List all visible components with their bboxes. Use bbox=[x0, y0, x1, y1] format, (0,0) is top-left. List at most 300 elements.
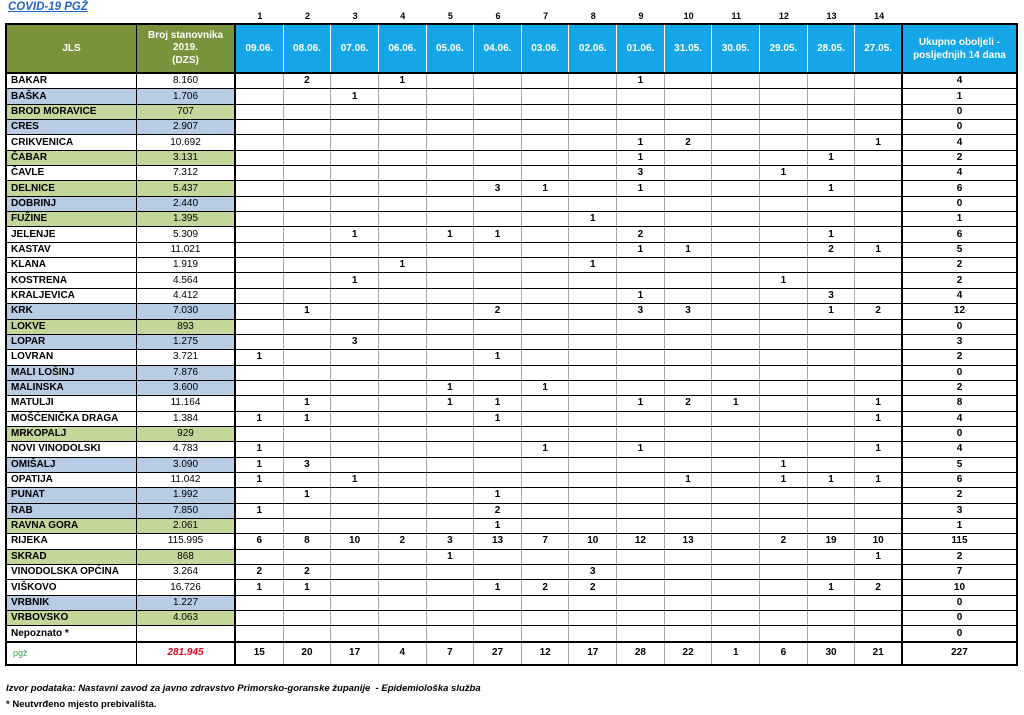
case-count-cell bbox=[855, 151, 903, 165]
case-count-cell bbox=[665, 427, 713, 441]
case-count-cell bbox=[522, 350, 570, 364]
case-count-cell bbox=[427, 473, 475, 487]
table-row bbox=[7, 626, 1016, 641]
row-total-cell: 3 bbox=[956, 336, 963, 348]
daily-total-cell: 30 bbox=[808, 643, 856, 664]
case-count-cell bbox=[236, 320, 284, 334]
case-count-cell bbox=[665, 258, 713, 272]
case-count-cell bbox=[284, 550, 332, 564]
row-total-cell: 4 bbox=[956, 167, 963, 179]
case-count-cell bbox=[617, 350, 665, 364]
case-count-cell bbox=[617, 381, 665, 395]
case-count-cell bbox=[522, 105, 570, 119]
row-total-cell: 4 bbox=[956, 412, 963, 424]
case-count-cell bbox=[236, 488, 284, 502]
population-cell: 7.030 bbox=[137, 304, 236, 318]
population-total: 281.945 bbox=[137, 643, 236, 664]
case-count-cell bbox=[855, 350, 903, 364]
population-cell: 8.160 bbox=[137, 74, 236, 88]
case-count-cell bbox=[712, 565, 760, 579]
case-count-cell bbox=[331, 427, 379, 441]
case-count-cell bbox=[522, 596, 570, 610]
case-count-cell: 13 bbox=[665, 534, 713, 548]
case-count-cell bbox=[284, 320, 332, 334]
table-row bbox=[7, 381, 1016, 396]
case-count-cell bbox=[474, 89, 522, 103]
case-count-cell: 1 bbox=[236, 458, 284, 472]
case-count-cell bbox=[808, 105, 856, 119]
case-count-cell bbox=[474, 289, 522, 303]
case-count-cell: 1 bbox=[427, 381, 475, 395]
population-header bbox=[137, 25, 236, 72]
case-count-cell: 1 bbox=[855, 243, 903, 257]
case-count-cell bbox=[379, 197, 427, 211]
case-count-cell: 1 bbox=[427, 550, 475, 564]
case-count-cell bbox=[474, 258, 522, 272]
case-count-cell: 2 bbox=[379, 534, 427, 548]
row-total-cell: 0 bbox=[956, 105, 963, 117]
case-count-cell bbox=[427, 105, 475, 119]
case-count-cell: 1 bbox=[236, 350, 284, 364]
case-count-cell: 1 bbox=[855, 550, 903, 564]
case-count-cell bbox=[427, 335, 475, 349]
municipality-name: KRALJEVICA bbox=[7, 289, 137, 303]
case-count-cell bbox=[569, 273, 617, 287]
row-total-cell: 4 bbox=[956, 136, 963, 148]
case-count-cell: 1 bbox=[855, 396, 903, 410]
case-count-cell: 1 bbox=[331, 89, 379, 103]
case-count-cell bbox=[665, 273, 713, 287]
case-count-cell bbox=[379, 166, 427, 180]
row-total-cell: 2 bbox=[956, 489, 963, 501]
case-count-cell bbox=[284, 120, 332, 134]
case-count-cell bbox=[379, 412, 427, 426]
population-cell: 7.876 bbox=[137, 366, 236, 380]
case-count-cell bbox=[284, 366, 332, 380]
row-total-cell: 6 bbox=[956, 182, 963, 194]
row-total-cell: 8 bbox=[956, 397, 963, 409]
table-row bbox=[7, 427, 1016, 442]
case-count-cell bbox=[474, 335, 522, 349]
case-count-cell bbox=[569, 181, 617, 195]
date-header: 04.06. bbox=[474, 25, 522, 72]
case-count-cell bbox=[712, 120, 760, 134]
population-cell: 1.384 bbox=[137, 412, 236, 426]
case-count-cell: 2 bbox=[474, 304, 522, 318]
case-count-cell: 2 bbox=[855, 304, 903, 318]
case-count-cell bbox=[427, 320, 475, 334]
day-number: 1 bbox=[257, 11, 263, 21]
case-count-cell bbox=[379, 519, 427, 533]
case-count-cell bbox=[331, 519, 379, 533]
case-count-cell bbox=[712, 273, 760, 287]
case-count-cell bbox=[569, 197, 617, 211]
case-count-cell bbox=[522, 120, 570, 134]
case-count-cell bbox=[808, 74, 856, 88]
case-count-cell: 7 bbox=[522, 534, 570, 548]
table-row bbox=[7, 74, 1016, 89]
population-header-line: (DZS) bbox=[172, 54, 199, 66]
day-number: 12 bbox=[778, 11, 789, 21]
case-count-cell bbox=[427, 212, 475, 226]
table-row bbox=[7, 565, 1016, 580]
case-count-cell: 3 bbox=[427, 534, 475, 548]
case-count-cell bbox=[855, 626, 903, 640]
case-count-cell bbox=[331, 396, 379, 410]
case-count-cell bbox=[284, 381, 332, 395]
case-count-cell bbox=[855, 427, 903, 441]
case-count-cell bbox=[665, 105, 713, 119]
case-count-cell bbox=[760, 565, 808, 579]
municipality-name: ČABAR bbox=[7, 151, 137, 165]
case-count-cell bbox=[331, 565, 379, 579]
row-total-cell: 1 bbox=[956, 520, 963, 532]
population-cell: 1.275 bbox=[137, 335, 236, 349]
row-total-cell: 0 bbox=[956, 197, 963, 209]
case-count-cell: 1 bbox=[284, 488, 332, 502]
case-count-cell bbox=[522, 166, 570, 180]
case-count-cell bbox=[808, 89, 856, 103]
case-count-cell bbox=[617, 120, 665, 134]
date-header: 08.06. bbox=[284, 25, 332, 72]
case-count-cell bbox=[760, 181, 808, 195]
case-count-cell bbox=[808, 350, 856, 364]
case-count-cell bbox=[236, 427, 284, 441]
table-row bbox=[7, 105, 1016, 120]
case-count-cell bbox=[712, 166, 760, 180]
date-header: 29.05. bbox=[760, 25, 808, 72]
case-count-cell: 1 bbox=[855, 473, 903, 487]
case-count-cell bbox=[808, 212, 856, 226]
population-cell: 3.090 bbox=[137, 458, 236, 472]
case-count-cell bbox=[522, 550, 570, 564]
case-count-cell bbox=[379, 442, 427, 456]
case-count-cell bbox=[760, 396, 808, 410]
case-count-cell bbox=[712, 519, 760, 533]
case-count-cell bbox=[760, 304, 808, 318]
case-count-cell bbox=[569, 611, 617, 625]
case-count-cell bbox=[712, 304, 760, 318]
case-count-cell bbox=[808, 135, 856, 149]
municipality-name: SKRAD bbox=[7, 550, 137, 564]
case-count-cell bbox=[379, 458, 427, 472]
table-row bbox=[7, 412, 1016, 427]
case-count-cell bbox=[474, 381, 522, 395]
case-count-cell bbox=[855, 120, 903, 134]
case-count-cell bbox=[712, 350, 760, 364]
case-count-cell bbox=[569, 227, 617, 241]
table-row bbox=[7, 151, 1016, 166]
case-count-cell bbox=[569, 596, 617, 610]
daily-total-cell: 21 bbox=[855, 643, 903, 664]
case-count-cell: 1 bbox=[569, 258, 617, 272]
case-count-cell: 19 bbox=[808, 534, 856, 548]
case-count-cell bbox=[236, 120, 284, 134]
case-count-cell: 13 bbox=[474, 534, 522, 548]
case-count-cell: 1 bbox=[236, 473, 284, 487]
case-count-cell bbox=[808, 320, 856, 334]
population-cell: 1.227 bbox=[137, 596, 236, 610]
case-count-cell bbox=[712, 580, 760, 594]
case-count-cell bbox=[379, 304, 427, 318]
case-count-cell bbox=[474, 74, 522, 88]
case-count-cell bbox=[427, 565, 475, 579]
case-count-cell: 2 bbox=[855, 580, 903, 594]
case-count-cell bbox=[427, 596, 475, 610]
day-number: 9 bbox=[638, 11, 644, 21]
case-count-cell bbox=[808, 120, 856, 134]
municipality-name: MATULJI bbox=[7, 396, 137, 410]
case-count-cell bbox=[474, 135, 522, 149]
case-count-cell bbox=[665, 89, 713, 103]
population-header-line: 2019. bbox=[172, 42, 199, 54]
table-row bbox=[7, 580, 1016, 595]
case-count-cell bbox=[569, 366, 617, 380]
population-cell: 4.783 bbox=[137, 442, 236, 456]
case-count-cell bbox=[808, 519, 856, 533]
population-cell: 11.021 bbox=[137, 243, 236, 257]
municipality-name: RIJEKA bbox=[7, 534, 137, 548]
case-count-cell bbox=[760, 135, 808, 149]
case-count-cell: 1 bbox=[855, 442, 903, 456]
case-count-cell bbox=[522, 458, 570, 472]
case-count-cell: 2 bbox=[569, 580, 617, 594]
case-count-cell bbox=[427, 135, 475, 149]
row-total-cell: 0 bbox=[956, 428, 963, 440]
case-count-cell bbox=[569, 626, 617, 640]
case-count-cell bbox=[236, 258, 284, 272]
daily-total-cell: 12 bbox=[522, 643, 570, 664]
case-count-cell bbox=[522, 473, 570, 487]
case-count-cell bbox=[474, 626, 522, 640]
case-count-cell bbox=[760, 212, 808, 226]
case-count-cell bbox=[712, 227, 760, 241]
day-number: 10 bbox=[683, 11, 694, 21]
case-count-cell bbox=[712, 366, 760, 380]
case-count-cell bbox=[474, 243, 522, 257]
case-count-cell bbox=[808, 504, 856, 518]
case-count-cell bbox=[379, 596, 427, 610]
case-count-cell bbox=[331, 611, 379, 625]
row-total-cell: 1 bbox=[956, 213, 963, 225]
case-count-cell bbox=[379, 473, 427, 487]
case-count-cell bbox=[760, 519, 808, 533]
case-count-cell bbox=[379, 105, 427, 119]
case-count-cell: 1 bbox=[808, 151, 856, 165]
case-count-cell bbox=[855, 596, 903, 610]
daily-total-cell: 17 bbox=[569, 643, 617, 664]
case-count-cell bbox=[522, 366, 570, 380]
case-count-cell: 10 bbox=[331, 534, 379, 548]
daily-total-cell: 22 bbox=[665, 643, 713, 664]
case-count-cell bbox=[617, 335, 665, 349]
municipality-name: MALINSKA bbox=[7, 381, 137, 395]
case-count-cell bbox=[522, 151, 570, 165]
case-count-cell bbox=[331, 181, 379, 195]
daily-total-cell: 1 bbox=[712, 643, 760, 664]
table-row bbox=[7, 227, 1016, 242]
case-count-cell bbox=[379, 350, 427, 364]
pgz-logo-text: pgž bbox=[13, 648, 28, 659]
case-count-cell bbox=[617, 596, 665, 610]
case-count-cell bbox=[379, 320, 427, 334]
case-count-cell bbox=[474, 611, 522, 625]
case-count-cell bbox=[331, 320, 379, 334]
population-cell: 2.440 bbox=[137, 197, 236, 211]
table-body bbox=[7, 74, 1016, 642]
case-count-cell: 2 bbox=[284, 74, 332, 88]
case-count-cell bbox=[665, 166, 713, 180]
case-count-cell bbox=[522, 320, 570, 334]
case-count-cell bbox=[427, 412, 475, 426]
municipality-name: DOBRINJ bbox=[7, 197, 137, 211]
case-count-cell bbox=[427, 258, 475, 272]
case-count-cell bbox=[665, 227, 713, 241]
row-total-cell: 10 bbox=[953, 581, 966, 593]
population-cell: 10.692 bbox=[137, 135, 236, 149]
case-count-cell: 1 bbox=[474, 350, 522, 364]
case-count-cell bbox=[331, 166, 379, 180]
case-count-cell: 2 bbox=[808, 243, 856, 257]
case-count-cell bbox=[474, 565, 522, 579]
table-row bbox=[7, 166, 1016, 181]
case-count-cell: 1 bbox=[808, 304, 856, 318]
case-count-cell bbox=[284, 243, 332, 257]
case-count-cell bbox=[712, 534, 760, 548]
case-count-cell: 1 bbox=[522, 181, 570, 195]
municipality-name: VIŠKOVO bbox=[7, 580, 137, 594]
case-count-cell bbox=[522, 135, 570, 149]
row-total-cell: 5 bbox=[956, 458, 963, 470]
case-count-cell bbox=[712, 289, 760, 303]
case-count-cell bbox=[712, 74, 760, 88]
case-count-cell bbox=[760, 227, 808, 241]
case-count-cell: 1 bbox=[284, 396, 332, 410]
case-count-cell bbox=[808, 458, 856, 472]
population-cell: 4.063 bbox=[137, 611, 236, 625]
case-count-cell bbox=[569, 304, 617, 318]
case-count-cell bbox=[855, 366, 903, 380]
case-count-cell bbox=[569, 320, 617, 334]
case-count-cell: 1 bbox=[808, 580, 856, 594]
row-total-cell: 0 bbox=[956, 320, 963, 332]
case-count-cell bbox=[665, 519, 713, 533]
date-header: 02.06. bbox=[569, 25, 617, 72]
case-count-cell bbox=[665, 212, 713, 226]
table-row bbox=[7, 320, 1016, 335]
case-count-cell bbox=[808, 273, 856, 287]
case-count-cell bbox=[855, 488, 903, 502]
case-count-cell bbox=[331, 304, 379, 318]
case-count-cell bbox=[474, 105, 522, 119]
case-count-cell: 10 bbox=[569, 534, 617, 548]
case-count-cell bbox=[712, 596, 760, 610]
case-count-cell bbox=[522, 504, 570, 518]
case-count-cell bbox=[379, 227, 427, 241]
population-cell: 11.042 bbox=[137, 473, 236, 487]
case-count-cell: 2 bbox=[760, 534, 808, 548]
case-count-cell bbox=[760, 74, 808, 88]
case-count-cell bbox=[855, 565, 903, 579]
table-row bbox=[7, 289, 1016, 304]
case-count-cell: 1 bbox=[522, 381, 570, 395]
case-count-cell bbox=[522, 243, 570, 257]
case-count-cell bbox=[855, 105, 903, 119]
case-count-cell bbox=[712, 212, 760, 226]
case-count-cell: 3 bbox=[569, 565, 617, 579]
case-count-cell bbox=[569, 335, 617, 349]
case-count-cell bbox=[331, 151, 379, 165]
case-count-cell bbox=[236, 212, 284, 226]
daily-total-cell: 15 bbox=[236, 643, 284, 664]
row-total-cell: 12 bbox=[953, 305, 966, 317]
case-count-cell bbox=[331, 626, 379, 640]
case-count-cell: 1 bbox=[474, 396, 522, 410]
case-count-cell bbox=[379, 335, 427, 349]
date-header: 30.05. bbox=[712, 25, 760, 72]
case-count-cell bbox=[427, 181, 475, 195]
page-title[interactable]: COVID-19 PGŽ bbox=[8, 1, 88, 13]
table-row bbox=[7, 473, 1016, 488]
population-cell: 1.706 bbox=[137, 89, 236, 103]
case-count-cell bbox=[236, 166, 284, 180]
case-count-cell bbox=[379, 427, 427, 441]
case-count-cell bbox=[855, 212, 903, 226]
case-count-cell bbox=[284, 151, 332, 165]
daily-total-cell: 7 bbox=[427, 643, 475, 664]
case-count-cell: 1 bbox=[474, 519, 522, 533]
case-count-cell bbox=[617, 580, 665, 594]
population-cell: 4.412 bbox=[137, 289, 236, 303]
population-cell: 1.919 bbox=[137, 258, 236, 272]
day-number-row bbox=[236, 10, 903, 22]
case-count-cell bbox=[665, 488, 713, 502]
case-count-cell bbox=[617, 611, 665, 625]
case-count-cell bbox=[474, 151, 522, 165]
case-count-cell bbox=[284, 596, 332, 610]
case-count-cell bbox=[855, 181, 903, 195]
municipality-name: KRK bbox=[7, 304, 137, 318]
table-row bbox=[7, 243, 1016, 258]
case-count-cell: 1 bbox=[617, 74, 665, 88]
case-count-cell: 2 bbox=[665, 135, 713, 149]
case-count-cell bbox=[569, 105, 617, 119]
date-header: 27.05. bbox=[855, 25, 903, 72]
table-row bbox=[7, 181, 1016, 196]
population-cell bbox=[137, 626, 236, 640]
case-count-cell bbox=[760, 412, 808, 426]
case-count-cell bbox=[236, 396, 284, 410]
case-count-cell bbox=[284, 135, 332, 149]
case-count-cell bbox=[712, 550, 760, 564]
case-count-cell bbox=[331, 74, 379, 88]
case-count-cell bbox=[284, 442, 332, 456]
case-count-cell bbox=[474, 550, 522, 564]
case-count-cell bbox=[569, 89, 617, 103]
case-count-cell bbox=[665, 381, 713, 395]
day-number: 5 bbox=[447, 11, 453, 21]
case-count-cell bbox=[474, 442, 522, 456]
case-count-cell bbox=[236, 596, 284, 610]
case-count-cell bbox=[665, 504, 713, 518]
municipality-name: RAB bbox=[7, 504, 137, 518]
table-row bbox=[7, 335, 1016, 350]
case-count-cell bbox=[855, 458, 903, 472]
population-cell: 3.600 bbox=[137, 381, 236, 395]
case-count-cell bbox=[760, 151, 808, 165]
case-count-cell bbox=[712, 181, 760, 195]
case-count-cell bbox=[522, 626, 570, 640]
